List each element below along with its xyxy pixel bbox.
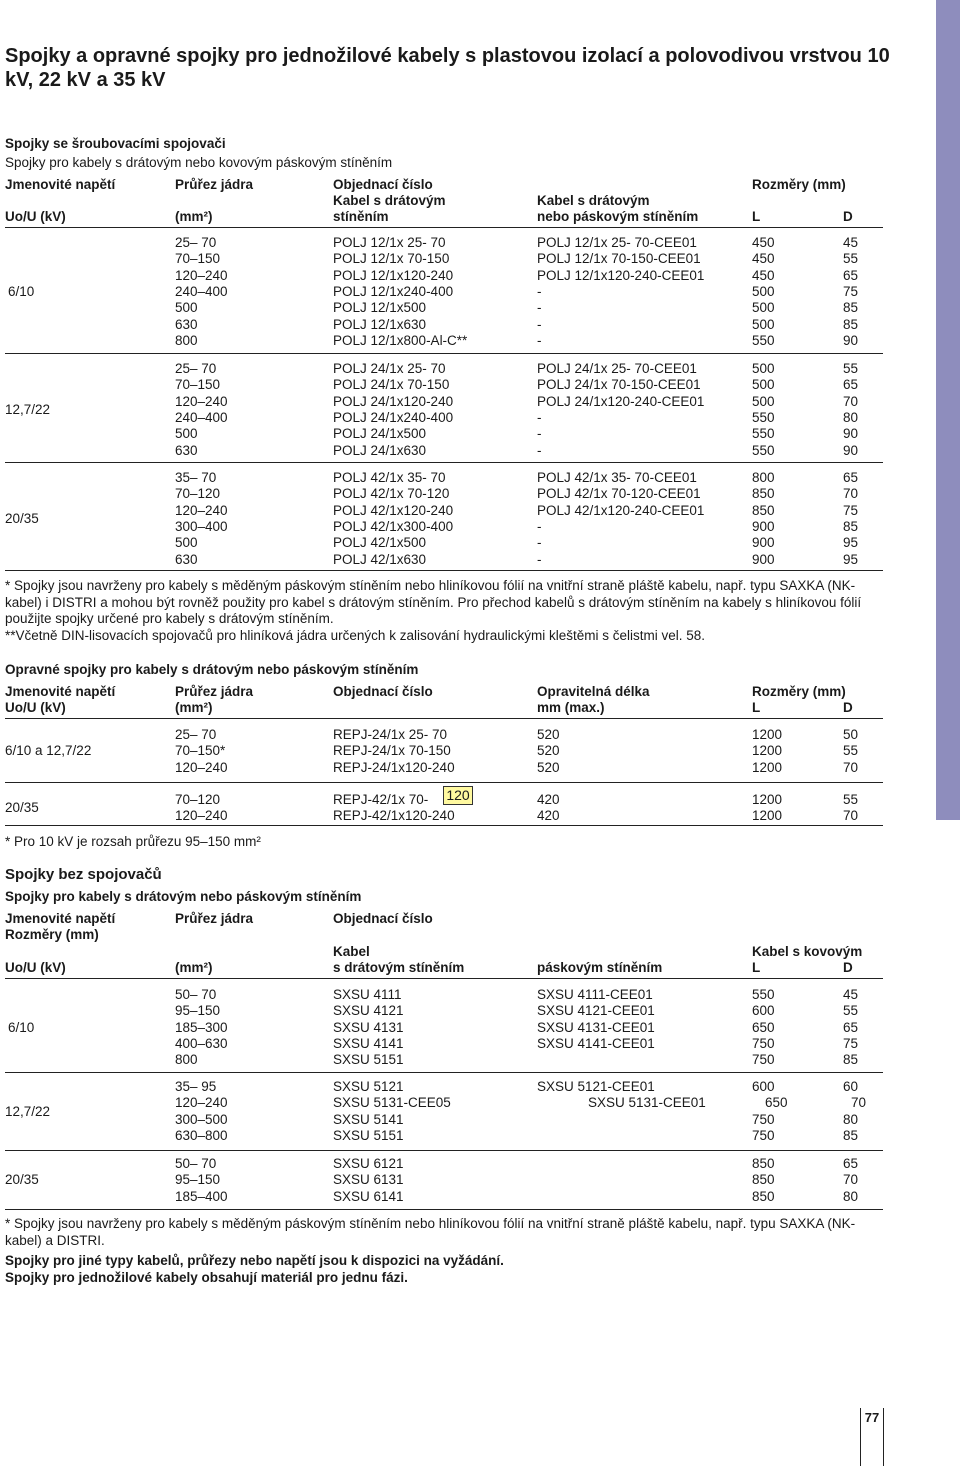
dimension-L: 750: [752, 1127, 775, 1143]
dimension-L: 500: [752, 300, 775, 316]
dimension-L: 500: [752, 361, 775, 376]
cross-section: 120–240: [175, 808, 228, 824]
cross-section: 120–240: [175, 1095, 228, 1111]
order-number-tape: POLJ 42/1x 35- 70-CEE01: [537, 470, 697, 485]
s3-hdr-kabel: Kabel: [333, 944, 370, 959]
s1-hdr-L: L: [752, 209, 761, 224]
group-divider: [5, 1209, 883, 1210]
dimension-D: 90: [843, 442, 859, 458]
cross-section: 300–500: [175, 1111, 228, 1127]
s1-note1: * Spojky jsou navrženy pro kabely s měděným páskovým stíněním nebo hliníkovou fólií na vnitřní straně pláště kabelu, např. typu SAXKA (NK-kabel) i DISTRI a mohou být rovněž použity pro kabel s drátovým stíněním. Pro přechod kabelů s drátovým stíněním na kabely s hliníkovou fólií použijte spojky určené pro kabely s drátovým stíněním.: [5, 578, 862, 626]
order-number: POLJ 24/1x120-240: [333, 393, 454, 409]
voltage-label: 6/10: [8, 1019, 35, 1035]
dimension-L: 450: [752, 251, 775, 267]
order-number: REPJ-24/1x 25- 70: [333, 727, 448, 742]
s2-note: * Pro 10 kV je rozsah průřezu 95–150 mm²: [5, 834, 261, 849]
cross-section: 70–120: [175, 486, 221, 502]
order-number-tape: -: [537, 518, 542, 534]
dimension-D: 85: [843, 518, 859, 534]
dimension-L: 850: [752, 1156, 775, 1171]
s3-hdr-voltage: Jmenovité napětí: [5, 911, 116, 926]
group-divider: [5, 353, 883, 354]
side-color-bar: [936, 0, 960, 820]
dimension-D: 55: [843, 792, 859, 807]
s2-hdr-uo: Uo/U (kV): [5, 700, 66, 715]
order-number-tape: POLJ 42/1x120-240-CEE01: [537, 502, 705, 518]
s2-hdr-order: Objednací číslo: [333, 684, 433, 699]
dimension-L: 800: [752, 470, 775, 485]
dimension-D: 65: [843, 470, 859, 485]
order-number: SXSU 5121: [333, 1079, 404, 1094]
section1-heading: Spojky se šroubovacími spojovači: [5, 136, 226, 151]
cross-section: 50– 70: [175, 1156, 217, 1171]
cross-section: 185–400: [175, 1188, 228, 1204]
s2-hdr-len: Opravitelná délka: [537, 684, 650, 699]
page-number-box: [860, 1408, 884, 1466]
dimension-L: 900: [752, 518, 775, 534]
s3-hdr-tape: páskovým stíněním: [537, 960, 663, 975]
s2-hdr-L: L: [752, 700, 761, 715]
order-number-tape: POLJ 24/1x120-240-CEE01: [537, 393, 705, 409]
dimension-D: 95: [843, 535, 859, 551]
group-divider: [5, 1150, 883, 1151]
page-title: Spojky a opravné spojky pro jednožilové kabely s plastovou izolací a polovodivou vrstvou 10 kV, 22 kV a 35 kV: [5, 45, 890, 91]
section2-heading: Opravné spojky pro kabely s drátovým nebo páskovým stíněním: [5, 662, 419, 677]
dimension-D: 95: [843, 551, 859, 567]
group-divider: [5, 1072, 883, 1073]
dimension-D: 70: [843, 393, 859, 409]
dimension-D: 75: [843, 1035, 859, 1051]
order-number-tape: POLJ 42/1x 70-120-CEE01: [537, 486, 701, 502]
dimension-D: 65: [843, 267, 859, 283]
cross-section: 240–400: [175, 409, 228, 425]
dimension-D: 80: [843, 1111, 859, 1127]
voltage-label: 6/10: [8, 284, 35, 300]
cross-section: 70–150: [175, 377, 221, 393]
s3-hdr-L: L: [752, 960, 761, 975]
dimension-D: 70: [843, 759, 859, 775]
order-number-tape: SXSU 5121-CEE01: [537, 1079, 655, 1094]
s3-hdr-uo: Uo/U (kV): [5, 960, 66, 975]
cross-section: 70–150: [175, 251, 221, 267]
order-number-tape: -: [537, 535, 542, 551]
order-number: POLJ 24/1x 70-150: [333, 377, 450, 393]
voltage-label: 12,7/22: [5, 1103, 51, 1119]
dimension-L: 450: [752, 235, 775, 250]
order-number: SXSU 5151: [333, 1127, 404, 1143]
s3-hdr-order: Objednací číslo: [333, 911, 433, 926]
order-number-tape: POLJ 12/1x120-240-CEE01: [537, 267, 705, 283]
dimension-L: 1200: [752, 759, 783, 775]
dimension-D: 70: [843, 1172, 859, 1188]
dimension-L: 650: [752, 1019, 775, 1035]
cross-section: 500: [175, 426, 198, 442]
voltage-label: 20/35: [5, 800, 39, 816]
cross-section: 185–300: [175, 1019, 228, 1035]
dimension-L: 600: [752, 1079, 775, 1094]
dimension-L: 450: [752, 267, 775, 283]
dimension-L: 900: [752, 535, 775, 551]
repairable-length: 520: [537, 727, 560, 742]
dimension-D: 75: [843, 502, 859, 518]
group-divider: [5, 570, 883, 571]
group-divider: [5, 782, 883, 783]
cross-section: 630: [175, 551, 198, 567]
cross-section: 120–240: [175, 759, 228, 775]
order-number: REPJ-24/1x 70-150: [333, 743, 451, 759]
order-number: SXSU 4111: [333, 987, 402, 1002]
dimension-L: 650: [765, 1095, 788, 1111]
order-number-tape: SXSU 4121-CEE01: [537, 1003, 655, 1019]
dimension-D: 55: [843, 361, 859, 376]
order-number-tape: POLJ 24/1x 70-150-CEE01: [537, 377, 701, 393]
s3-hdr-D: D: [843, 960, 853, 975]
repairable-length: 420: [537, 792, 560, 807]
cross-section: 630: [175, 316, 198, 332]
voltage-label: 20/35: [5, 510, 39, 526]
order-number: POLJ 12/1x 25- 70: [333, 235, 446, 250]
dimension-D: 85: [843, 1127, 859, 1143]
page-number: 77: [864, 1410, 880, 1425]
cross-section: 120–240: [175, 393, 228, 409]
order-number: POLJ 24/1x630: [333, 442, 427, 458]
order-number-tape: -: [537, 300, 542, 316]
order-number: POLJ 24/1x240-400: [333, 409, 454, 425]
dimension-L: 500: [752, 283, 775, 299]
order-number: POLJ 42/1x300-400: [333, 518, 454, 534]
order-number: POLJ 12/1x 70-150: [333, 251, 450, 267]
dimension-L: 550: [752, 442, 775, 458]
cross-section: 35– 70: [175, 470, 217, 485]
cross-section: 70–120: [175, 792, 221, 807]
order-number: POLJ 12/1x500: [333, 300, 427, 316]
dimension-D: 75: [843, 283, 859, 299]
cross-section: 800: [175, 332, 198, 348]
voltage-label: 6/10 a 12,7/22: [5, 743, 92, 759]
order-number: REPJ-24/1x120-240: [333, 759, 455, 775]
order-number: REPJ-42/1x 70-: [333, 792, 429, 807]
order-number: POLJ 12/1x240-400: [333, 283, 454, 299]
cross-section: 400–630: [175, 1035, 228, 1051]
s2-hdr-mm: (mm²): [175, 700, 213, 715]
s3-hdr-kovovym: Kabel s kovovým: [752, 944, 863, 959]
section3-heading: Spojky bez spojovačů: [5, 866, 162, 883]
order-number-tape: -: [537, 551, 542, 567]
cross-section: 240–400: [175, 283, 228, 299]
s1-hdr-mm: (mm²): [175, 209, 213, 224]
cross-section: 50– 70: [175, 987, 217, 1002]
dimension-L: 750: [752, 1035, 775, 1051]
dimension-L: 1200: [752, 808, 783, 824]
section3-subheading: Spojky pro kabely s drátovým nebo páskovým stíněním: [5, 889, 362, 904]
order-number: SXSU 4141: [333, 1035, 404, 1051]
section1-subheading: Spojky pro kabely s drátovým nebo kovovým páskovým stíněním: [5, 155, 393, 170]
order-number: POLJ 42/1x 35- 70: [333, 470, 446, 485]
dimension-D: 60: [843, 1079, 859, 1094]
order-number: POLJ 12/1x630: [333, 316, 427, 332]
group-divider: [5, 825, 883, 826]
dimension-L: 850: [752, 1188, 775, 1204]
cross-section: 35– 95: [175, 1079, 217, 1094]
cross-section: 630–800: [175, 1127, 228, 1143]
dimension-L: 550: [752, 987, 775, 1002]
s3-hdr-section: Průřez jádra: [175, 911, 254, 926]
order-number: SXSU 4121: [333, 1003, 404, 1019]
order-number: POLJ 42/1x120-240: [333, 502, 454, 518]
dimension-D: 65: [843, 1019, 859, 1035]
order-number: SXSU 6121: [333, 1156, 404, 1171]
cross-section: 95–150: [175, 1172, 221, 1188]
repairable-length: 520: [537, 759, 560, 775]
voltage-label: 20/35: [5, 1172, 39, 1188]
order-number-tape: SXSU 4131-CEE01: [537, 1019, 655, 1035]
order-number: SXSU 5141: [333, 1111, 404, 1127]
cross-section: 25– 70: [175, 235, 217, 250]
order-number-tape: -: [537, 283, 542, 299]
order-number-tape: -: [537, 426, 542, 442]
order-number: SXSU 5151: [333, 1052, 404, 1068]
dimension-D: 70: [851, 1095, 867, 1111]
s1-hdr-tape1: Kabel s drátovým: [537, 193, 650, 208]
dimension-L: 1200: [752, 727, 783, 742]
order-number-tape: SXSU 4141-CEE01: [537, 1035, 655, 1051]
s2-hdr-voltage: Jmenovité napětí: [5, 684, 116, 699]
order-number: REPJ-42/1x120-240: [333, 808, 455, 824]
order-number-tape: -: [537, 332, 542, 348]
s3-bold-note1: Spojky pro jiné typy kabelů, průřezy nebo napětí jsou k dispozici na vyžádání.: [5, 1253, 504, 1268]
cross-section: 800: [175, 1052, 198, 1068]
dimension-D: 45: [843, 235, 859, 250]
s3-hdr-dims: Rozměry (mm): [5, 927, 99, 942]
cross-section: 95–150: [175, 1003, 221, 1019]
group-divider: [5, 462, 883, 463]
s1-hdr-wire2: stíněním: [333, 209, 389, 224]
dimension-L: 750: [752, 1111, 775, 1127]
dimension-L: 850: [752, 486, 775, 502]
s1-hdr-section: Průřez jádra: [175, 177, 254, 192]
dimension-L: 850: [752, 502, 775, 518]
cross-section: 70–150*: [175, 743, 226, 759]
order-number-tape: POLJ 12/1x 25- 70-CEE01: [537, 235, 697, 250]
order-number-tape: SXSU 5131-CEE01: [588, 1095, 706, 1111]
dimension-L: 550: [752, 409, 775, 425]
order-number-tape: -: [537, 409, 542, 425]
dimension-L: 750: [752, 1052, 775, 1068]
dimension-D: 70: [843, 486, 859, 502]
dimension-D: 70: [843, 808, 859, 824]
dimension-L: 550: [752, 426, 775, 442]
order-number-tape: POLJ 12/1x 70-150-CEE01: [537, 251, 701, 267]
order-number: SXSU 5131-CEE05: [333, 1095, 451, 1111]
s1-hdr-order: Objednací číslo: [333, 177, 433, 192]
dimension-L: 850: [752, 1172, 775, 1188]
order-number: POLJ 42/1x630: [333, 551, 427, 567]
dimension-D: 55: [843, 1003, 859, 1019]
dimension-L: 500: [752, 393, 775, 409]
dimension-D: 45: [843, 987, 859, 1002]
cross-section: 25– 70: [175, 361, 217, 376]
s2-hdr-dims: Rozměry (mm): [752, 684, 846, 699]
dimension-D: 90: [843, 332, 859, 348]
order-number: POLJ 12/1x120-240: [333, 267, 454, 283]
s2-hdr-lenunit: mm (max.): [537, 700, 605, 715]
dimension-L: 550: [752, 332, 775, 348]
dimension-D: 55: [843, 251, 859, 267]
s1-note2: **Včetně DIN-lisovacích spojovačů pro hliníková jádra určených k zalisování hydraulickými kleštěmi s čelistmi vel. 58.: [5, 628, 706, 643]
order-number: POLJ 24/1x 25- 70: [333, 361, 446, 376]
order-number-tape: -: [537, 442, 542, 458]
dimension-D: 50: [843, 727, 859, 742]
order-number-tape: POLJ 24/1x 25- 70-CEE01: [537, 361, 697, 376]
divider: [5, 978, 883, 979]
cross-section: 25– 70: [175, 727, 217, 742]
cross-section: 120–240: [175, 502, 228, 518]
cross-section: 120–240: [175, 267, 228, 283]
cross-section: 500: [175, 300, 198, 316]
s2-hdr-D: D: [843, 700, 853, 715]
order-number: POLJ 42/1x 70-120: [333, 486, 450, 502]
order-number: POLJ 12/1x800-Al-C**: [333, 332, 468, 348]
cross-section: 500: [175, 535, 198, 551]
dimension-L: 900: [752, 551, 775, 567]
divider: [5, 227, 883, 228]
dimension-L: 600: [752, 1003, 775, 1019]
dimension-D: 65: [843, 1156, 859, 1171]
order-number: SXSU 4131: [333, 1019, 404, 1035]
dimension-D: 85: [843, 300, 859, 316]
s1-hdr-dims: Rozměry (mm): [752, 177, 846, 192]
dimension-L: 1200: [752, 743, 783, 759]
overlay-tag: 120: [443, 786, 473, 805]
voltage-label: 12,7/22: [5, 401, 51, 417]
s1-hdr-D: D: [843, 209, 853, 224]
s3-bold-note2: Spojky pro jednožilové kabely obsahují materiál pro jednu fázi.: [5, 1270, 408, 1285]
s3-hdr-mm: (mm²): [175, 960, 213, 975]
divider: [5, 718, 883, 719]
dimension-D: 85: [843, 316, 859, 332]
s1-hdr-voltage: Jmenovité napětí: [5, 177, 116, 192]
dimension-D: 55: [843, 743, 859, 759]
s1-hdr-uo: Uo/U (kV): [5, 209, 66, 224]
order-number: SXSU 6131: [333, 1172, 404, 1188]
dimension-D: 80: [843, 1188, 859, 1204]
repairable-length: 420: [537, 808, 560, 824]
order-number-tape: -: [537, 316, 542, 332]
order-number-tape: SXSU 4111-CEE01: [537, 987, 653, 1002]
order-number: SXSU 6141: [333, 1188, 404, 1204]
repairable-length: 520: [537, 743, 560, 759]
order-number: POLJ 24/1x500: [333, 426, 427, 442]
s2-hdr-section: Průřez jádra: [175, 684, 254, 699]
dimension-D: 90: [843, 426, 859, 442]
order-number: POLJ 42/1x500: [333, 535, 427, 551]
s1-hdr-tape2: nebo páskovým stíněním: [537, 209, 699, 224]
dimension-L: 500: [752, 377, 775, 393]
dimension-L: 1200: [752, 792, 783, 807]
dimension-D: 65: [843, 377, 859, 393]
s3-note: * Spojky jsou navrženy pro kabely s měděným páskovým stíněním nebo hliníkovou fólií na vnitřní straně pláště kabelu, např. typu SAXKA (NK-kabel) a DISTRI.: [5, 1216, 856, 1248]
s3-hdr-wire: s drátovým stíněním: [333, 960, 465, 975]
dimension-D: 85: [843, 1052, 859, 1068]
cross-section: 300–400: [175, 518, 228, 534]
dimension-D: 80: [843, 409, 859, 425]
dimension-L: 500: [752, 316, 775, 332]
cross-section: 630: [175, 442, 198, 458]
s1-hdr-wire1: Kabel s drátovým: [333, 193, 446, 208]
